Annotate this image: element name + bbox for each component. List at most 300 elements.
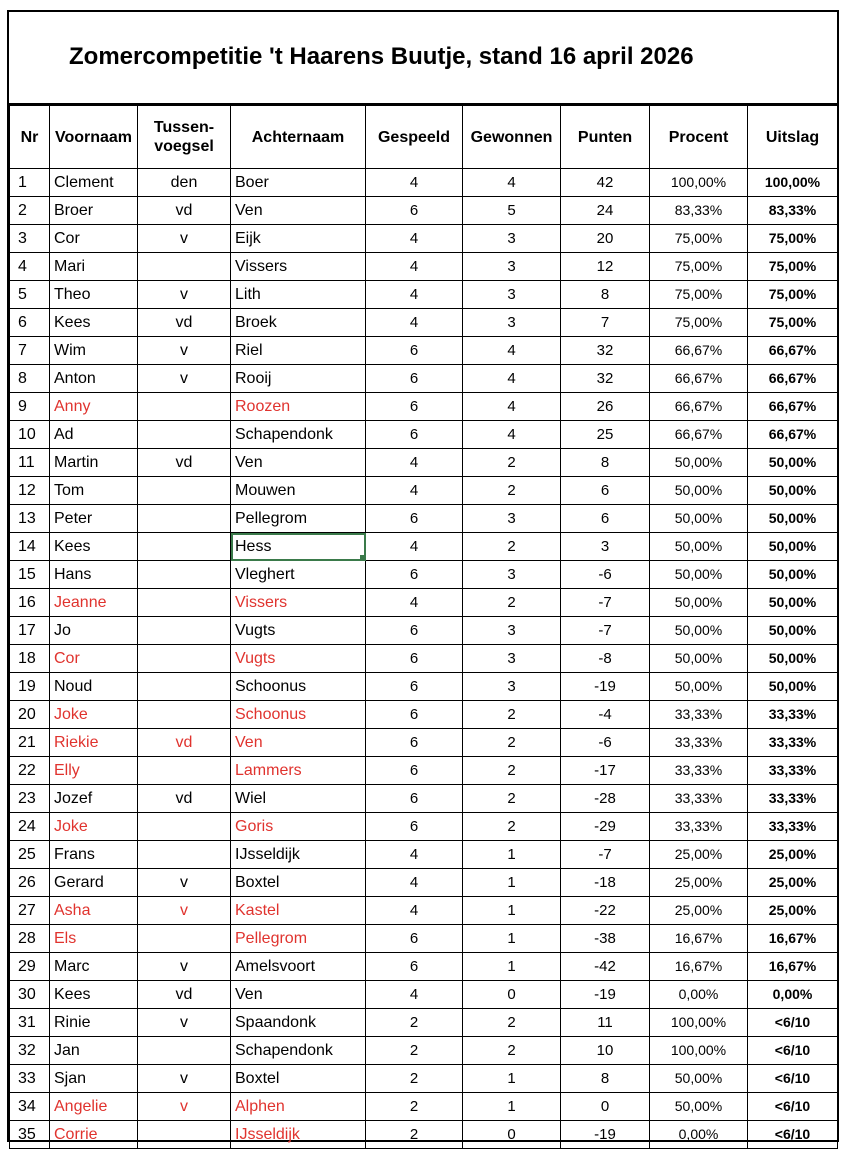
cell-achternaam[interactable]: Boxtel [231,869,366,897]
cell-uitslag[interactable]: 50,00% [748,589,838,617]
cell-punten[interactable]: 7 [561,309,650,337]
cell-tussenvoegsel[interactable]: vd [138,449,231,477]
cell-achternaam[interactable]: Eijk [231,225,366,253]
cell-uitslag[interactable]: 66,67% [748,365,838,393]
cell-gespeeld[interactable]: 6 [366,617,463,645]
cell-punten[interactable]: 25 [561,421,650,449]
cell-gewonnen[interactable]: 1 [463,869,561,897]
cell-voornaam[interactable]: Clement [50,169,138,197]
cell-achternaam[interactable]: Vissers [231,589,366,617]
cell-punten[interactable]: -19 [561,981,650,1009]
cell-voornaam[interactable]: Broer [50,197,138,225]
cell-achternaam[interactable]: Vugts [231,617,366,645]
cell-achternaam[interactable]: Vissers [231,253,366,281]
cell-voornaam[interactable]: Jeanne [50,589,138,617]
cell-tussenvoegsel[interactable]: v [138,953,231,981]
cell-gewonnen[interactable]: 1 [463,1065,561,1093]
cell-voornaam[interactable]: Peter [50,505,138,533]
cell-tussenvoegsel[interactable] [138,701,231,729]
cell-nr[interactable]: 1 [10,169,50,197]
cell-procent[interactable]: 100,00% [650,169,748,197]
cell-nr[interactable]: 24 [10,813,50,841]
cell-uitslag[interactable]: 50,00% [748,505,838,533]
cell-nr[interactable]: 27 [10,897,50,925]
cell-punten[interactable]: 6 [561,505,650,533]
cell-gespeeld[interactable]: 4 [366,533,463,561]
cell-punten[interactable]: -7 [561,617,650,645]
cell-tussenvoegsel[interactable]: vd [138,309,231,337]
cell-achternaam[interactable]: Schoonus [231,701,366,729]
cell-procent[interactable]: 0,00% [650,1121,748,1149]
cell-achternaam[interactable]: IJsseldijk [231,1121,366,1149]
cell-uitslag[interactable]: 83,33% [748,197,838,225]
cell-tussenvoegsel[interactable]: v [138,869,231,897]
cell-achternaam[interactable]: Schapendonk [231,421,366,449]
cell-uitslag[interactable]: 50,00% [748,561,838,589]
cell-voornaam[interactable]: Ad [50,421,138,449]
cell-gewonnen[interactable]: 2 [463,533,561,561]
cell-procent[interactable]: 50,00% [650,533,748,561]
cell-voornaam[interactable]: Sjan [50,1065,138,1093]
cell-nr[interactable]: 3 [10,225,50,253]
cell-voornaam[interactable]: Asha [50,897,138,925]
cell-tussenvoegsel[interactable] [138,1037,231,1065]
cell-tussenvoegsel[interactable]: v [138,1093,231,1121]
cell-nr[interactable]: 19 [10,673,50,701]
cell-tussenvoegsel[interactable]: v [138,281,231,309]
cell-voornaam[interactable]: Riekie [50,729,138,757]
cell-achternaam[interactable]: Hess [231,533,366,561]
cell-voornaam[interactable]: Tom [50,477,138,505]
cell-uitslag[interactable]: 0,00% [748,981,838,1009]
cell-nr[interactable]: 31 [10,1009,50,1037]
cell-punten[interactable]: -7 [561,841,650,869]
cell-nr[interactable]: 18 [10,645,50,673]
cell-uitslag[interactable]: 100,00% [748,169,838,197]
header-voornaam[interactable]: Voornaam [50,106,138,169]
cell-tussenvoegsel[interactable] [138,1121,231,1149]
cell-voornaam[interactable]: Kees [50,533,138,561]
cell-procent[interactable]: 0,00% [650,981,748,1009]
cell-tussenvoegsel[interactable] [138,533,231,561]
cell-procent[interactable]: 16,67% [650,953,748,981]
cell-gespeeld[interactable]: 4 [366,225,463,253]
cell-nr[interactable]: 12 [10,477,50,505]
cell-punten[interactable]: 24 [561,197,650,225]
cell-punten[interactable]: -4 [561,701,650,729]
cell-gewonnen[interactable]: 3 [463,561,561,589]
cell-tussenvoegsel[interactable]: vd [138,197,231,225]
cell-punten[interactable]: 8 [561,1065,650,1093]
cell-tussenvoegsel[interactable]: v [138,365,231,393]
cell-punten[interactable]: 0 [561,1093,650,1121]
cell-gespeeld[interactable]: 6 [366,337,463,365]
cell-achternaam[interactable]: Broek [231,309,366,337]
cell-voornaam[interactable]: Martin [50,449,138,477]
cell-gewonnen[interactable]: 2 [463,589,561,617]
cell-tussenvoegsel[interactable] [138,673,231,701]
cell-procent[interactable]: 33,33% [650,785,748,813]
cell-gespeeld[interactable]: 4 [366,869,463,897]
cell-achternaam[interactable]: Schoonus [231,673,366,701]
cell-nr[interactable]: 32 [10,1037,50,1065]
cell-uitslag[interactable]: 75,00% [748,309,838,337]
cell-punten[interactable]: 6 [561,477,650,505]
cell-voornaam[interactable]: Corrie [50,1121,138,1149]
cell-tussenvoegsel[interactable]: v [138,337,231,365]
cell-voornaam[interactable]: Marc [50,953,138,981]
cell-tussenvoegsel[interactable]: v [138,1065,231,1093]
cell-voornaam[interactable]: Rinie [50,1009,138,1037]
cell-voornaam[interactable]: Kees [50,309,138,337]
cell-gewonnen[interactable]: 2 [463,729,561,757]
cell-punten[interactable]: -42 [561,953,650,981]
cell-gespeeld[interactable]: 2 [366,1037,463,1065]
cell-uitslag[interactable]: 16,67% [748,925,838,953]
cell-procent[interactable]: 75,00% [650,225,748,253]
cell-achternaam[interactable]: Pellegrom [231,925,366,953]
cell-achternaam[interactable]: Rooij [231,365,366,393]
cell-voornaam[interactable]: Joke [50,701,138,729]
cell-gespeeld[interactable]: 6 [366,701,463,729]
cell-nr[interactable]: 17 [10,617,50,645]
cell-punten[interactable]: -18 [561,869,650,897]
header-gespeeld[interactable]: Gespeeld [366,106,463,169]
cell-punten[interactable]: -28 [561,785,650,813]
cell-voornaam[interactable]: Jan [50,1037,138,1065]
cell-voornaam[interactable]: Mari [50,253,138,281]
cell-gespeeld[interactable]: 2 [366,1093,463,1121]
cell-tussenvoegsel[interactable] [138,813,231,841]
cell-punten[interactable]: -17 [561,757,650,785]
cell-tussenvoegsel[interactable] [138,617,231,645]
header-gewonnen[interactable]: Gewonnen [463,106,561,169]
cell-voornaam[interactable]: Els [50,925,138,953]
cell-gespeeld[interactable]: 6 [366,561,463,589]
cell-gespeeld[interactable]: 6 [366,785,463,813]
cell-procent[interactable]: 50,00% [650,1065,748,1093]
cell-gespeeld[interactable]: 6 [366,953,463,981]
cell-procent[interactable]: 33,33% [650,729,748,757]
cell-procent[interactable]: 75,00% [650,253,748,281]
cell-gewonnen[interactable]: 4 [463,169,561,197]
cell-gewonnen[interactable]: 5 [463,197,561,225]
cell-procent[interactable]: 50,00% [650,645,748,673]
cell-gewonnen[interactable]: 3 [463,505,561,533]
cell-nr[interactable]: 20 [10,701,50,729]
cell-uitslag[interactable]: 50,00% [748,449,838,477]
cell-punten[interactable]: -22 [561,897,650,925]
cell-voornaam[interactable]: Hans [50,561,138,589]
cell-gespeeld[interactable]: 4 [366,897,463,925]
cell-gewonnen[interactable]: 1 [463,925,561,953]
cell-gewonnen[interactable]: 4 [463,337,561,365]
cell-procent[interactable]: 66,67% [650,365,748,393]
cell-voornaam[interactable]: Angelie [50,1093,138,1121]
cell-achternaam[interactable]: Kastel [231,897,366,925]
cell-uitslag[interactable]: 66,67% [748,421,838,449]
cell-gespeeld[interactable]: 4 [366,981,463,1009]
cell-tussenvoegsel[interactable] [138,645,231,673]
cell-nr[interactable]: 23 [10,785,50,813]
cell-procent[interactable]: 33,33% [650,701,748,729]
cell-gespeeld[interactable]: 6 [366,813,463,841]
header-punten[interactable]: Punten [561,106,650,169]
header-uitslag[interactable]: Uitslag [748,106,838,169]
cell-gespeeld[interactable]: 4 [366,281,463,309]
cell-nr[interactable]: 2 [10,197,50,225]
cell-gewonnen[interactable]: 1 [463,953,561,981]
cell-punten[interactable]: 8 [561,449,650,477]
cell-nr[interactable]: 34 [10,1093,50,1121]
cell-achternaam[interactable]: Boxtel [231,1065,366,1093]
cell-tussenvoegsel[interactable]: v [138,897,231,925]
cell-nr[interactable]: 33 [10,1065,50,1093]
cell-uitslag[interactable]: 16,67% [748,953,838,981]
cell-gewonnen[interactable]: 4 [463,421,561,449]
cell-punten[interactable]: 3 [561,533,650,561]
cell-gewonnen[interactable]: 3 [463,309,561,337]
cell-tussenvoegsel[interactable] [138,925,231,953]
cell-tussenvoegsel[interactable]: vd [138,729,231,757]
cell-achternaam[interactable]: Spaandonk [231,1009,366,1037]
cell-achternaam[interactable]: Mouwen [231,477,366,505]
cell-uitslag[interactable]: <6/10 [748,1121,838,1149]
cell-punten[interactable]: 42 [561,169,650,197]
cell-nr[interactable]: 25 [10,841,50,869]
cell-gespeeld[interactable]: 6 [366,757,463,785]
cell-punten[interactable]: 10 [561,1037,650,1065]
cell-gewonnen[interactable]: 2 [463,477,561,505]
cell-uitslag[interactable]: 75,00% [748,281,838,309]
cell-procent[interactable]: 75,00% [650,281,748,309]
cell-voornaam[interactable]: Joke [50,813,138,841]
cell-uitslag[interactable]: 66,67% [748,393,838,421]
cell-gewonnen[interactable]: 3 [463,225,561,253]
cell-gespeeld[interactable]: 4 [366,589,463,617]
cell-voornaam[interactable]: Anny [50,393,138,421]
cell-punten[interactable]: -7 [561,589,650,617]
cell-gewonnen[interactable]: 4 [463,365,561,393]
cell-procent[interactable]: 50,00% [650,617,748,645]
cell-tussenvoegsel[interactable]: vd [138,785,231,813]
cell-gewonnen[interactable]: 3 [463,281,561,309]
cell-uitslag[interactable]: 50,00% [748,673,838,701]
cell-uitslag[interactable]: 25,00% [748,869,838,897]
cell-procent[interactable]: 100,00% [650,1037,748,1065]
cell-procent[interactable]: 100,00% [650,1009,748,1037]
cell-achternaam[interactable]: Alphen [231,1093,366,1121]
cell-procent[interactable]: 25,00% [650,869,748,897]
cell-gespeeld[interactable]: 6 [366,925,463,953]
cell-nr[interactable]: 11 [10,449,50,477]
cell-gewonnen[interactable]: 2 [463,701,561,729]
cell-gespeeld[interactable]: 4 [366,309,463,337]
cell-nr[interactable]: 22 [10,757,50,785]
cell-voornaam[interactable]: Cor [50,645,138,673]
cell-voornaam[interactable]: Frans [50,841,138,869]
cell-uitslag[interactable]: 33,33% [748,813,838,841]
cell-punten[interactable]: -19 [561,673,650,701]
cell-gespeeld[interactable]: 6 [366,729,463,757]
cell-tussenvoegsel[interactable] [138,757,231,785]
cell-voornaam[interactable]: Wim [50,337,138,365]
cell-nr[interactable]: 29 [10,953,50,981]
cell-procent[interactable]: 50,00% [650,505,748,533]
cell-tussenvoegsel[interactable] [138,477,231,505]
cell-gespeeld[interactable]: 4 [366,841,463,869]
cell-gewonnen[interactable]: 1 [463,897,561,925]
cell-gespeeld[interactable]: 6 [366,645,463,673]
cell-punten[interactable]: 8 [561,281,650,309]
cell-uitslag[interactable]: 50,00% [748,617,838,645]
cell-nr[interactable]: 10 [10,421,50,449]
header-achternaam[interactable]: Achternaam [231,106,366,169]
cell-nr[interactable]: 7 [10,337,50,365]
cell-nr[interactable]: 4 [10,253,50,281]
cell-tussenvoegsel[interactable]: v [138,225,231,253]
cell-tussenvoegsel[interactable]: v [138,1009,231,1037]
cell-gespeeld[interactable]: 2 [366,1009,463,1037]
cell-uitslag[interactable]: 66,67% [748,337,838,365]
cell-uitslag[interactable]: <6/10 [748,1065,838,1093]
cell-achternaam[interactable]: Ven [231,981,366,1009]
cell-punten[interactable]: -6 [561,561,650,589]
cell-gewonnen[interactable]: 2 [463,757,561,785]
cell-tussenvoegsel[interactable]: den [138,169,231,197]
cell-procent[interactable]: 50,00% [650,477,748,505]
cell-procent[interactable]: 33,33% [650,757,748,785]
cell-gewonnen[interactable]: 2 [463,449,561,477]
cell-uitslag[interactable]: 75,00% [748,253,838,281]
cell-nr[interactable]: 8 [10,365,50,393]
cell-gewonnen[interactable]: 4 [463,393,561,421]
cell-achternaam[interactable]: Goris [231,813,366,841]
cell-nr[interactable]: 30 [10,981,50,1009]
cell-nr[interactable]: 26 [10,869,50,897]
cell-nr[interactable]: 21 [10,729,50,757]
cell-tussenvoegsel[interactable] [138,841,231,869]
cell-nr[interactable]: 14 [10,533,50,561]
header-nr[interactable]: Nr [10,106,50,169]
cell-tussenvoegsel[interactable]: vd [138,981,231,1009]
cell-achternaam[interactable]: IJsseldijk [231,841,366,869]
cell-punten[interactable]: 32 [561,365,650,393]
cell-gewonnen[interactable]: 0 [463,1121,561,1149]
cell-achternaam[interactable]: Roozen [231,393,366,421]
cell-gespeeld[interactable]: 6 [366,673,463,701]
cell-procent[interactable]: 66,67% [650,393,748,421]
cell-voornaam[interactable]: Gerard [50,869,138,897]
cell-voornaam[interactable]: Kees [50,981,138,1009]
cell-tussenvoegsel[interactable] [138,393,231,421]
cell-nr[interactable]: 6 [10,309,50,337]
cell-gewonnen[interactable]: 3 [463,673,561,701]
cell-achternaam[interactable]: Riel [231,337,366,365]
cell-achternaam[interactable]: Ven [231,449,366,477]
cell-gespeeld[interactable]: 2 [366,1065,463,1093]
cell-gewonnen[interactable]: 2 [463,785,561,813]
cell-procent[interactable]: 66,67% [650,421,748,449]
cell-gespeeld[interactable]: 6 [366,421,463,449]
cell-uitslag[interactable]: 33,33% [748,785,838,813]
cell-achternaam[interactable]: Lammers [231,757,366,785]
cell-gewonnen[interactable]: 3 [463,253,561,281]
cell-gespeeld[interactable]: 4 [366,253,463,281]
cell-nr[interactable]: 16 [10,589,50,617]
cell-gespeeld[interactable]: 6 [366,393,463,421]
cell-uitslag[interactable]: 50,00% [748,645,838,673]
cell-voornaam[interactable]: Cor [50,225,138,253]
cell-voornaam[interactable]: Theo [50,281,138,309]
cell-nr[interactable]: 35 [10,1121,50,1149]
header-tussenvoegsel[interactable] [138,106,231,169]
cell-uitslag[interactable]: 50,00% [748,533,838,561]
cell-punten[interactable]: -19 [561,1121,650,1149]
cell-voornaam[interactable]: Anton [50,365,138,393]
cell-achternaam[interactable]: Schapendonk [231,1037,366,1065]
cell-gewonnen[interactable]: 2 [463,813,561,841]
cell-achternaam[interactable]: Ven [231,729,366,757]
cell-achternaam[interactable]: Pellegrom [231,505,366,533]
cell-gewonnen[interactable]: 1 [463,841,561,869]
cell-punten[interactable]: 12 [561,253,650,281]
cell-punten[interactable]: 26 [561,393,650,421]
cell-uitslag[interactable]: 75,00% [748,225,838,253]
cell-nr[interactable]: 15 [10,561,50,589]
cell-uitslag[interactable]: 25,00% [748,897,838,925]
cell-procent[interactable]: 25,00% [650,897,748,925]
cell-gespeeld[interactable]: 6 [366,197,463,225]
cell-uitslag[interactable]: 33,33% [748,757,838,785]
cell-uitslag[interactable]: <6/10 [748,1009,838,1037]
cell-voornaam[interactable]: Jo [50,617,138,645]
cell-tussenvoegsel[interactable] [138,561,231,589]
cell-procent[interactable]: 25,00% [650,841,748,869]
cell-tussenvoegsel[interactable] [138,589,231,617]
cell-uitslag[interactable]: 25,00% [748,841,838,869]
cell-nr[interactable]: 9 [10,393,50,421]
cell-uitslag[interactable]: <6/10 [748,1037,838,1065]
cell-voornaam[interactable]: Elly [50,757,138,785]
cell-gespeeld[interactable]: 2 [366,1121,463,1149]
cell-procent[interactable]: 50,00% [650,449,748,477]
cell-gespeeld[interactable]: 4 [366,449,463,477]
cell-punten[interactable]: -6 [561,729,650,757]
cell-achternaam[interactable]: Amelsvoort [231,953,366,981]
cell-procent[interactable]: 50,00% [650,673,748,701]
cell-achternaam[interactable]: Vugts [231,645,366,673]
cell-uitslag[interactable]: <6/10 [748,1093,838,1121]
cell-achternaam[interactable]: Ven [231,197,366,225]
cell-punten[interactable]: -8 [561,645,650,673]
cell-achternaam[interactable]: Boer [231,169,366,197]
cell-procent[interactable]: 83,33% [650,197,748,225]
cell-procent[interactable]: 75,00% [650,309,748,337]
cell-achternaam[interactable]: Lith [231,281,366,309]
cell-tussenvoegsel[interactable] [138,505,231,533]
cell-uitslag[interactable]: 33,33% [748,701,838,729]
cell-tussenvoegsel[interactable] [138,421,231,449]
cell-procent[interactable]: 33,33% [650,813,748,841]
cell-uitslag[interactable]: 33,33% [748,729,838,757]
cell-gespeeld[interactable]: 4 [366,477,463,505]
cell-nr[interactable]: 28 [10,925,50,953]
cell-gespeeld[interactable]: 6 [366,505,463,533]
cell-gewonnen[interactable]: 3 [463,617,561,645]
cell-gewonnen[interactable]: 3 [463,645,561,673]
cell-procent[interactable]: 50,00% [650,1093,748,1121]
